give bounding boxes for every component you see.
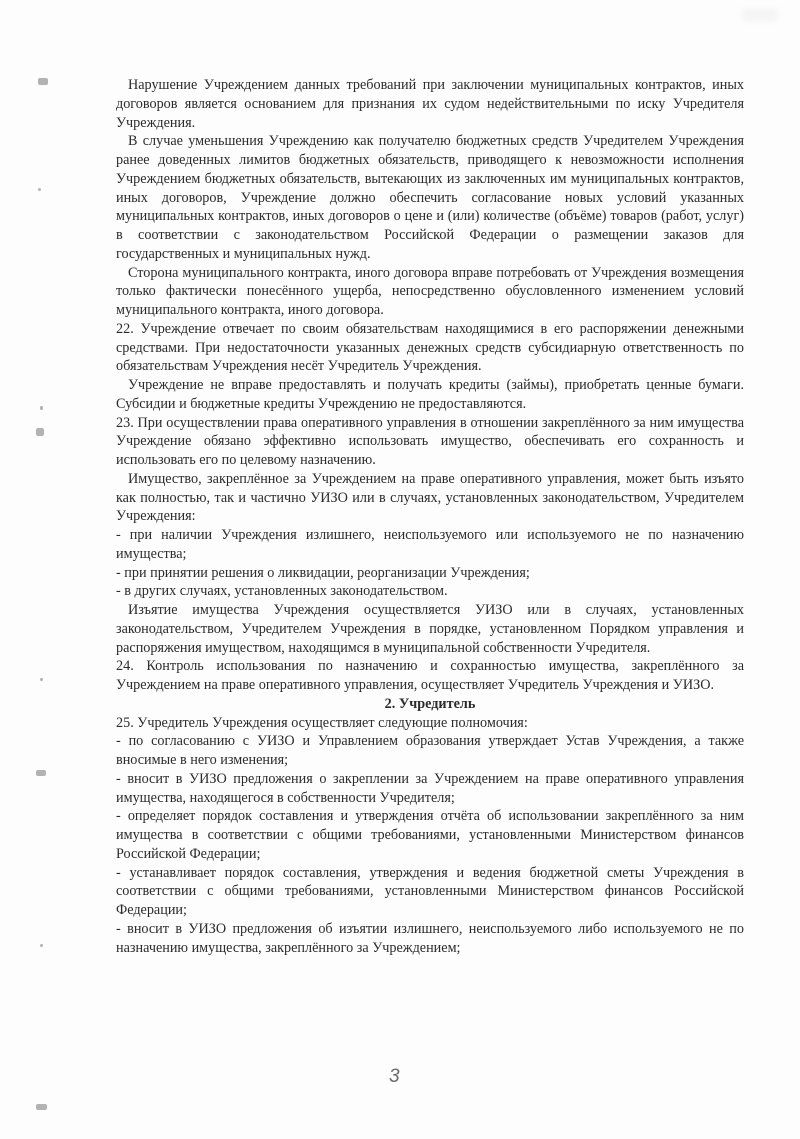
document-body [116,76,744,957]
paragraph: - определяет порядок составления и утверждения отчёта об использовании закреплённого за ним имущества в соответствии с общими требованиями, установленными Министерством финансов Российской Федерации; [116,808,744,862]
paragraph: 23. При осуществлении права оперативного управления в отношении закреплённого за ним имущества Учреждение обязано эффективно использовать имущество, обеспечивать его сохранность и использовать его по целевому назначению. [116,414,744,468]
binding-hole-mark [36,1104,47,1110]
paragraph: Имущество, закреплённое за Учреждением на праве оперативного управления, может быть изъято как полностью, так и частично УИЗО или в случаях, установленных законодательством, Учредителем Учреждения: [116,470,744,525]
paragraph: 25. Учредитель Учреждения осуществляет следующие полномочия: [116,714,528,731]
section-heading: 2. Учредитель [384,695,476,712]
paragraph: 24. Контроль использования по назначению и сохранностью имущества, закреплённого за Учреждением на праве оперативного управления, осуществляет Учредитель Учреждения и УИЗО. [116,658,744,693]
paragraph: Нарушение Учреждением данных требований при заключении муниципальных контрактов, иных договоров является основанием для признания их судом недействительными по иску Учредителя Учреждения. [116,77,744,131]
paragraph: - в других случаях, установленных законодательством. [116,583,448,600]
paragraph: - по согласованию с УИЗО и Управлением образования утверждает Устав Учреждения, а также вносимые в него изменения; [116,733,744,768]
binding-hole-mark [36,428,44,436]
paragraph: В случае уменьшения Учреждению как получателю бюджетных средств Учредителем Учреждения ранее доведенных лимитов бюджетных обязательств, приводящего к невозможности исполнения Учреждением бюджетных обязательств, вытекающих из заключенных им муниципальных контрактов, иных договоров, Учреждение должно обеспечить согласование новых условий указанных муниципальных контрактов, иных договоров о цене и (или) количестве (объёме) товаров (работ, услуг) в соответствии с законодательством Российской Федерации о размещении заказов для государственных и муниципальных нужд. [116,133,744,262]
paragraph: - при наличии Учреждения излишнего, неиспользуемого или используемого не по назначению имущества; [116,527,744,562]
paragraph: Изъятие имущества Учреждения осуществляется УИЗО или в случаях, установленных законодательством, Учредителем Учреждения в порядке, установленном Порядком управления и распоряжения имуществом, находящимся в муниципальной собственности Учредителя. [116,602,744,656]
paragraph: 22. Учреждение отвечает по своим обязательствам находящимися в его распоряжении денежными средствами. При недостаточности указанных денежных средств субсидиарную ответственность по обязательствам Учреждения несёт Учредитель Учреждения. [116,320,744,375]
binding-hole-mark [38,188,41,191]
scan-artifact [742,8,778,22]
paragraph: - устанавливает порядок составления, утверждения и ведения бюджетной сметы Учреждения в соответствии с общими требованиями, установленными Министерством финансов Российской Федерации; [116,864,744,918]
binding-hole-mark [36,770,46,776]
binding-hole-mark [38,78,48,85]
paragraph: - вносит в УИЗО предложения об изъятии излишнего, неиспользуемого либо используемого не по назначению имущества, закреплённого за Учреждением; [116,920,744,956]
paragraph: - вносит в УИЗО предложения о закреплении за Учреждением на праве оперативного управления имущества, находящегося в собственности Учредителя; [116,770,744,806]
binding-hole-mark [40,406,43,410]
page-number: 3 [389,1066,400,1087]
paragraph: Сторона муниципального контракта, иного договора вправе потребовать от Учреждения возмещения только фактически понесённого ущерба, непосредственно обусловленного изменением условий муниципального контракта, иного договора. [116,264,744,318]
binding-hole-mark [40,944,43,947]
paragraph: - при принятии решения о ликвидации, реорганизации Учреждения; [116,564,530,581]
paragraph: Учреждение не вправе предоставлять и получать кредиты (займы), приобретать ценные бумаги. Субсидии и бюджетные кредиты Учреждению не предоставляются. [116,377,744,412]
binding-hole-mark [40,678,43,681]
